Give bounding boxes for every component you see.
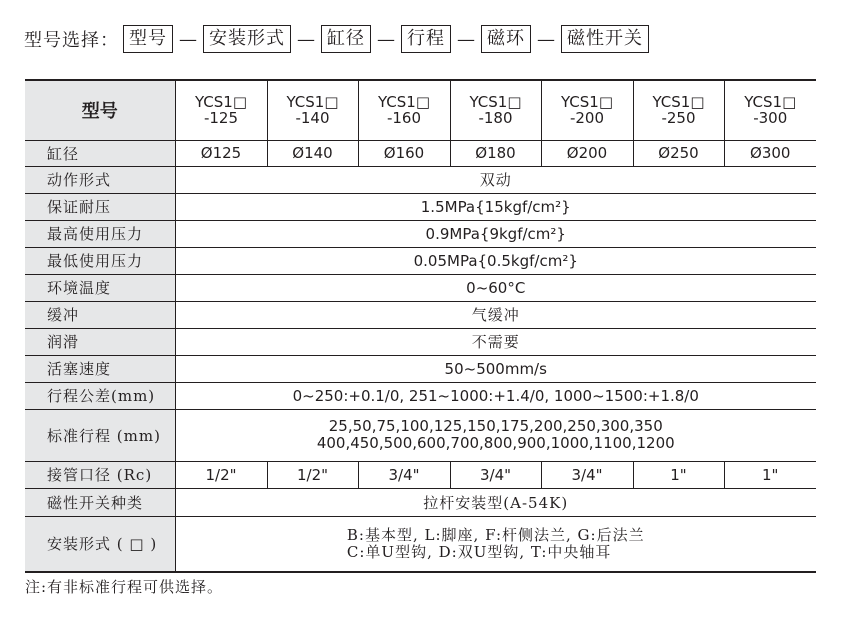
model-name: YCS1□ — [194, 93, 248, 112]
model-cell — [541, 80, 633, 140]
proof-pressure-value: 1.5MPa{15kgf/cm²} — [175, 193, 816, 220]
model-bore: -300 — [753, 109, 788, 128]
selector-dash: — — [179, 28, 197, 50]
port-value: 1/2" — [175, 461, 267, 488]
row-label: 缸径 — [25, 140, 175, 166]
stroke-tolerance-value: 0~250:+0.1/0, 251~1000:+1.4/0, 1000~1500:+1.8/0 — [175, 382, 816, 409]
row-label: 动作形式 — [25, 166, 175, 193]
model-name: YCS1□ — [469, 93, 522, 112]
row-label: 缓冲 — [25, 301, 175, 328]
bore-value: Ø300 — [724, 140, 816, 166]
max-pressure-value: 0.9MPa{9kgf/cm²} — [175, 220, 816, 247]
model-bore: -180 — [478, 109, 513, 128]
model-cell — [633, 80, 724, 140]
row-label: 行程公差(mm) — [25, 382, 175, 409]
row-label: 环境温度 — [25, 274, 175, 301]
lubrication-value: 不需要 — [175, 328, 816, 355]
table-row-port-size — [25, 461, 816, 488]
row-label: 最高使用压力 — [25, 220, 175, 247]
bore-value: Ø160 — [358, 140, 450, 166]
port-value: 3/4" — [450, 461, 541, 488]
model-selector — [24, 24, 649, 54]
row-label: 接管口径 (Rc) — [25, 461, 175, 488]
model-bore: -140 — [295, 109, 330, 128]
bore-value: Ø140 — [267, 140, 358, 166]
selector-box-bore: 缸径 — [321, 25, 371, 53]
model-name: YCS1□ — [560, 93, 614, 112]
mounting-value — [175, 516, 816, 572]
model-name: YCS1□ — [286, 93, 339, 112]
strokes-line: 400,450,500,600,700,800,900,1000,1100,1200 — [316, 434, 675, 452]
piston-speed-value: 50~500mm/s — [175, 355, 816, 382]
selector-box-switch: 磁性开关 — [561, 25, 649, 53]
model-name: YCS1□ — [744, 93, 797, 112]
row-label: 标准行程 (mm) — [25, 409, 175, 461]
table-row-lubrication — [25, 328, 816, 355]
temperature-value: 0~60°C — [175, 274, 816, 301]
bore-value: Ø125 — [175, 140, 267, 166]
table-header-row — [25, 80, 816, 140]
model-cell — [724, 80, 816, 140]
port-value: 3/4" — [541, 461, 633, 488]
model-name: YCS1□ — [652, 93, 705, 112]
table-row-stroke-tolerance — [25, 382, 816, 409]
mounting-line: C:单U型钩, D:双U型钩, T:中央轴耳 — [346, 542, 612, 561]
table-row-min-pressure — [25, 247, 816, 274]
bore-value: Ø200 — [541, 140, 633, 166]
action-value: 双动 — [175, 166, 816, 193]
row-label: 润滑 — [25, 328, 175, 355]
cushion-value: 气缓冲 — [175, 301, 816, 328]
table-row-standard-strokes — [25, 409, 816, 461]
model-bore: -160 — [386, 109, 422, 128]
selector-dash: — — [377, 28, 395, 50]
model-bore: -250 — [661, 109, 696, 128]
bore-value: Ø250 — [633, 140, 724, 166]
model-bore: -125 — [203, 109, 239, 128]
model-cell — [358, 80, 450, 140]
table-row-bore — [25, 140, 816, 166]
header-label: 型号 — [25, 80, 175, 140]
row-label: 保证耐压 — [25, 193, 175, 220]
selector-box-mounting: 安装形式 — [203, 25, 291, 53]
model-name: YCS1□ — [377, 93, 431, 112]
selector-box-model: 型号 — [123, 25, 173, 53]
selector-box-magnet: 磁环 — [481, 25, 531, 53]
port-value: 1" — [724, 461, 816, 488]
table-row-temperature — [25, 274, 816, 301]
selector-dash: — — [297, 28, 315, 50]
table-row-mounting — [25, 516, 816, 572]
port-value: 3/4" — [358, 461, 450, 488]
model-cell — [267, 80, 358, 140]
selector-dash: — — [457, 28, 475, 50]
model-cell — [175, 80, 267, 140]
port-value: 1/2" — [267, 461, 358, 488]
selector-dash: — — [537, 28, 555, 50]
selector-lead: 型号选择： — [24, 30, 119, 51]
table-row-cushion — [25, 301, 816, 328]
table-row-piston-speed — [25, 355, 816, 382]
model-cell — [450, 80, 541, 140]
min-pressure-value: 0.05MPa{0.5kgf/cm²} — [175, 247, 816, 274]
spec-table — [25, 79, 816, 573]
row-label: 活塞速度 — [25, 355, 175, 382]
table-row-switch-type — [25, 488, 816, 516]
switch-type-value: 拉杆安装型(A-54K) — [175, 488, 816, 516]
row-label: 磁性开关种类 — [25, 488, 175, 516]
selector-box-stroke: 行程 — [401, 25, 451, 53]
table-row-action — [25, 166, 816, 193]
table-row-proof-pressure — [25, 193, 816, 220]
port-value: 1" — [633, 461, 724, 488]
model-bore: -200 — [569, 109, 605, 128]
table-row-max-pressure — [25, 220, 816, 247]
mounting-line: B:基本型, L:脚座, F:杆侧法兰, G:后法兰 — [346, 525, 645, 544]
bore-value: Ø180 — [450, 140, 541, 166]
row-label: 最低使用压力 — [25, 247, 175, 274]
footnote: 注:有非标准行程可供选择。 — [25, 578, 224, 596]
strokes-line: 25,50,75,100,125,150,175,200,250,300,350 — [328, 417, 663, 435]
row-label: 安装形式 ( □ ) — [25, 516, 175, 572]
standard-strokes-value — [175, 409, 816, 461]
